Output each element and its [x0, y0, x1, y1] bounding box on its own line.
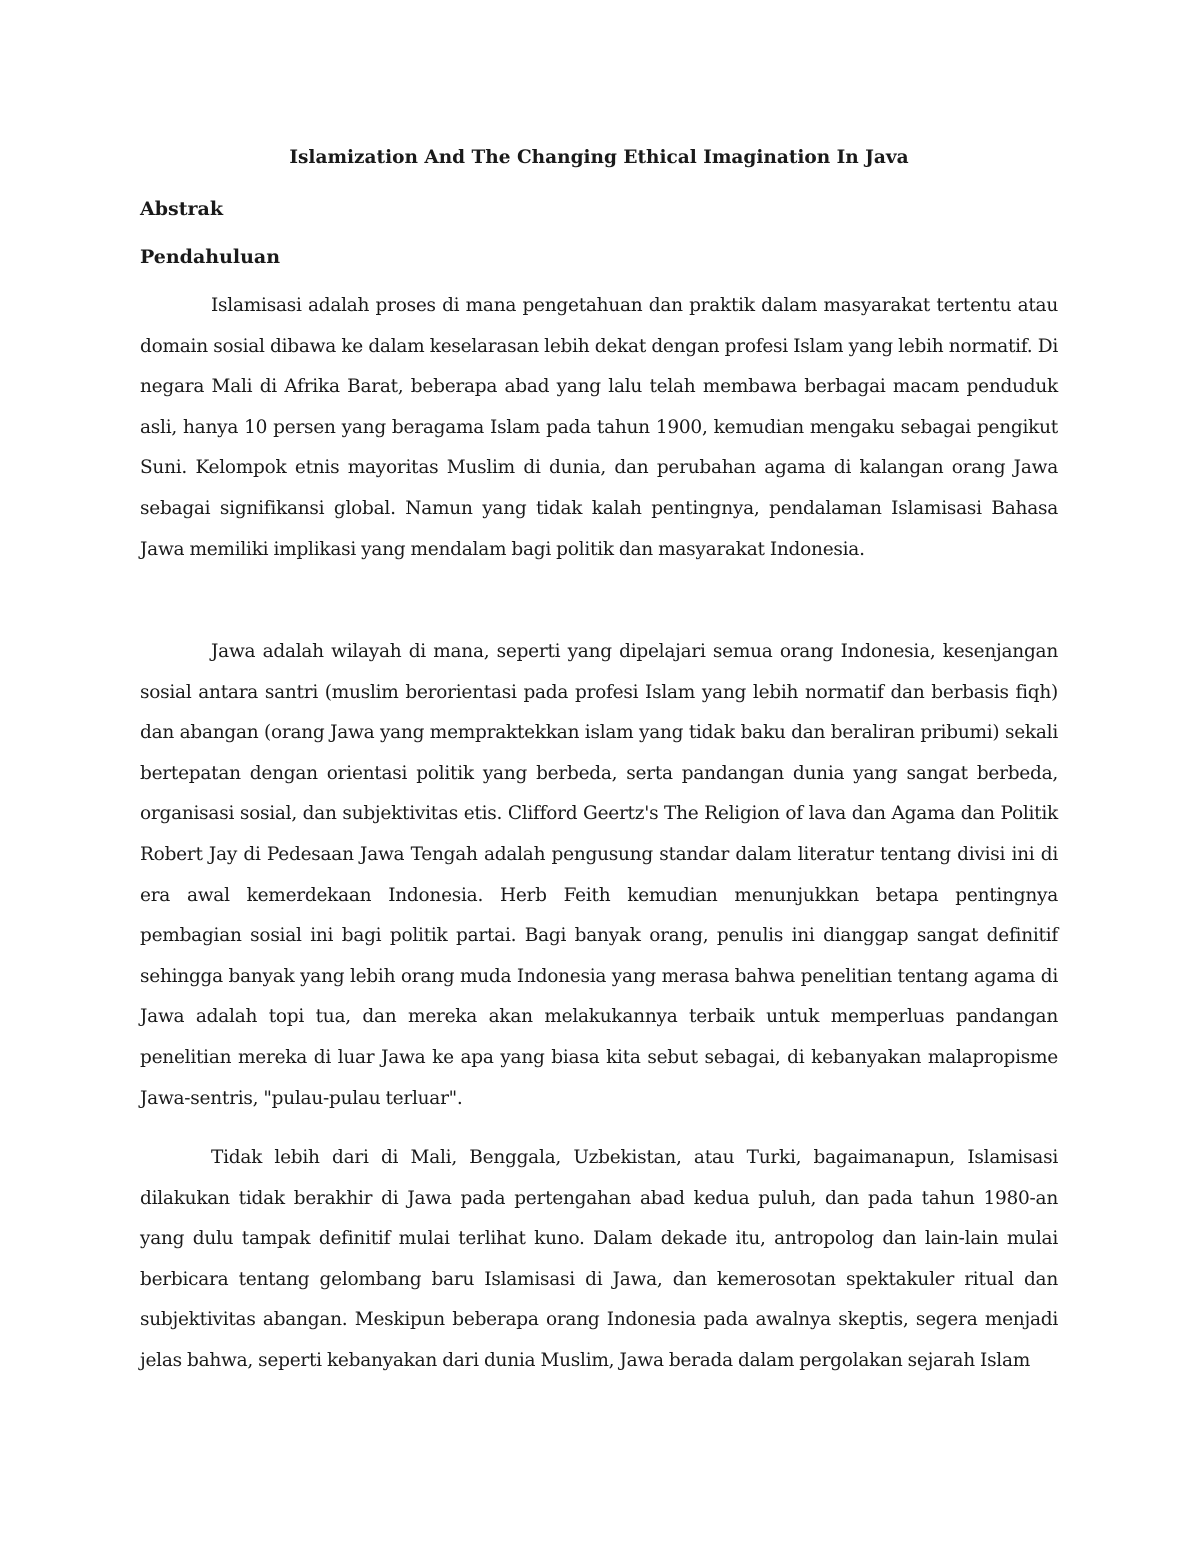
paragraph-1: Islamisasi adalah proses di mana pengetahuan dan praktik dalam masyarakat tertentu atau domain sosial dibawa ke dalam keselarasan lebih dekat dengan profesi Islam yang lebih normatif. Di negara Mali di Afrika Barat, beberapa abad yang lalu telah membawa berbagai macam penduduk asli, hanya 10 persen yang beragama Islam pada tahun 1900, kemudian mengaku sebagai pengikut Suni. Kelompok etnis mayoritas Muslim di dunia, dan perubahan agama di kalangan orang Jawa sebagai signifikansi global. Namun yang tidak kalah pentingnya, pendalaman Islamisasi Bahasa Jawa memiliki implikasi yang mendalam bagi politik dan masyarakat Indonesia. — [140, 295, 1058, 560]
document-title: Islamization And The Changing Ethical Imagination In Java — [289, 147, 909, 168]
paragraph-3: Tidak lebih dari di Mali, Benggala, Uzbekistan, atau Turki, bagaimanapun, Islamisasi dilakukan tidak berakhir di Jawa pada pertengahan abad kedua puluh, dan pada tahun 1980-an yang dulu tampak definitif mulai terlihat kuno. Dalam dekade itu, antropolog dan lain-lain mulai berbicara tentang gelombang baru Islamisasi di Jawa, dan kemerosotan spektakuler ritual dan subjektivitas abangan. Meskipun beberapa orang Indonesia pada awalnya skeptis, segera menjadi jelas bahwa, seperti kebanyakan dari dunia Muslim, Jawa berada dalam pergolakan sejarah Islam — [140, 1147, 1058, 1371]
heading-introduction: Pendahuluan — [140, 246, 281, 268]
paragraph-2: Jawa adalah wilayah di mana, seperti yang dipelajari semua orang Indonesia, kesenjangan sosial antara santri (muslim berorientasi pada profesi Islam yang lebih normatif dan berbasis fiqh) dan abangan (orang Jawa yang mempraktekkan islam yang tidak baku dan beraliran pribumi) sekali bertepatan dengan orientasi politik yang berbeda, serta pandangan dunia yang sangat berbeda, organisasi sosial, dan subjektivitas etis. Clifford Geertz's The Religion of lava dan Agama dan Politik Robert Jay di Pedesaan Jawa Tengah adalah pengusung standar dalam literatur tentang divisi ini di era awal kemerdekaan Indonesia. Herb Feith kemudian menunjukkan betapa pentingnya pembagian sosial ini bagi politik partai. Bagi banyak orang, penulis ini dianggap sangat definitif sehingga banyak yang lebih orang muda Indonesia yang merasa bahwa penelitian tentang agama di Jawa adalah topi tua, dan mereka akan melakukannya terbaik untuk memperluas pandangan penelitian mereka di luar Jawa ke apa yang biasa kita sebut sebagai, di kebanyakan malapropisme Jawa-sentris, "pulau-pulau terluar". — [140, 641, 1058, 1109]
heading-abstract: Abstrak — [140, 198, 223, 220]
